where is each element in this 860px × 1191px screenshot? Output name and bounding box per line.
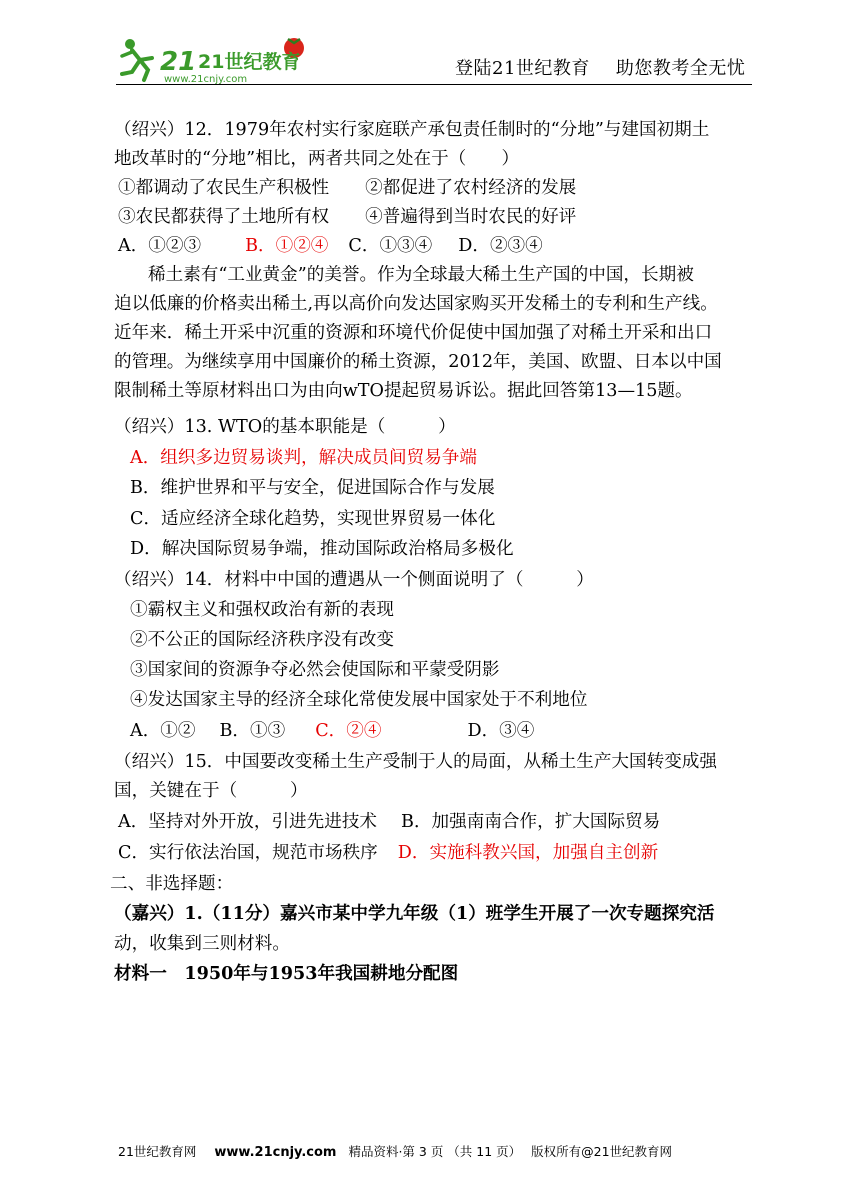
q12-option-1: ①都调动了农民生产积极性: [118, 178, 330, 198]
material-line2: 迫以低廉的价格卖出稀土,再以高价向发达国家购买开发稀土的专利和生产线。: [114, 294, 718, 314]
section2-q1-line1: （嘉兴）1.（11分）嘉兴市某中学九年级（1）班学生开展了一次专题探究活: [114, 903, 715, 924]
material1-title: 材料一 1950年与1953年我国耕地分配图: [114, 963, 459, 984]
q13-choice-d: D．解决国际贸易争端，推动国际政治格局多极化: [130, 539, 514, 559]
footer-page-info: 精品资料·第 3 页 （共 11 页）: [348, 1144, 522, 1159]
q15-choice-a: A．坚持对外开放，引进先进技术: [118, 812, 378, 832]
q12-options-row2: [118, 205, 576, 229]
q12-option-4: ④普遍得到当时农民的好评: [365, 207, 577, 227]
q14-choice-a: A．①②: [130, 721, 196, 741]
q15-choice-d-answer: D．实施科教兴国，加强自主创新: [397, 843, 659, 863]
slogan-login: 登陆21世纪教育: [455, 58, 590, 79]
svg-text:21世纪教育: 21世纪教育: [198, 51, 301, 73]
header-divider: [116, 84, 752, 85]
header-slogan: [455, 54, 745, 80]
section2-q1-line2: 动，收集到三则材料。: [114, 934, 290, 954]
q14-option-4: ④发达国家主导的经济全球化常使发展中国家处于不利地位: [130, 690, 588, 710]
footer: [118, 1142, 672, 1160]
q15-stem-line2: 国，关键在于（ ）: [114, 781, 308, 801]
footer-site-link[interactable]: www.21cnjy.com: [214, 1145, 337, 1160]
material-line5: 限制稀土等原材料出口为由向wTO提起贸易诉讼。据此回答第13—15题。: [114, 381, 693, 401]
q15-choices-row2: [118, 841, 658, 865]
svg-text:21: 21: [160, 47, 197, 77]
q12-choice-b-answer: B．①②④: [245, 236, 329, 256]
q15-stem-line1: （绍兴）15．中国要改变稀土生产受制于人的局面，从稀土生产大国转变成强: [114, 752, 717, 772]
q12-choice-a: A．①②③: [118, 236, 202, 256]
footer-copyright: 版权所有@21世纪教育网: [531, 1144, 673, 1159]
q12-stem-line2: 地改革时的“分地”相比，两者共同之处在于（ ）: [114, 149, 520, 169]
footer-left: 21世纪教育网: [118, 1144, 197, 1159]
q12-choices: [118, 234, 543, 258]
q14-stem: （绍兴）14．材料中中国的遭遇从一个侧面说明了（ ）: [114, 570, 594, 590]
q14-option-1: ①霸权主义和强权政治有新的表现: [130, 600, 394, 620]
q12-stem-line1: （绍兴）12．1979年农村实行家庭联产承包责任制时的“分地”与建国初期土: [114, 120, 710, 140]
q14-choice-c-answer: C．②④: [315, 721, 382, 741]
q13-choice-b: B．维护世界和平与安全，促进国际合作与发展: [130, 478, 495, 498]
logo: [118, 34, 314, 84]
section2-title: 二、非选择题：: [110, 874, 234, 894]
logo-runner-icon: [118, 34, 314, 84]
q14-choices: [130, 719, 534, 743]
q14-choice-d: D．③④: [467, 721, 535, 741]
svg-text:www.21cnjy.com: www.21cnjy.com: [164, 74, 248, 84]
material-line3: 近年来．稀土开采中沉重的资源和环境代价促使中国加强了对稀土开采和出口: [114, 323, 713, 343]
q12-options-row1: [118, 176, 576, 200]
q12-option-2: ②都促进了农村经济的发展: [365, 178, 577, 198]
material-line1: 稀土素有“工业黄金”的美誉。作为全球最大稀土生产国的中国，长期被: [148, 265, 694, 285]
q15-choices-row1: [118, 810, 660, 834]
q12-choice-d: D．②③④: [458, 236, 543, 256]
q12-choice-c: C．①③④: [348, 236, 433, 256]
q15-choice-c: C．实行依法治国，规范市场秩序: [118, 843, 378, 863]
q12-option-3: ③农民都获得了土地所有权: [118, 207, 330, 227]
q14-option-3: ③国家间的资源争夺必然会使国际和平蒙受阴影: [130, 660, 500, 680]
material-line4: 的管理。为继续享用中国廉价的稀土资源，2012年，美国、欧盟、日本以中国: [114, 352, 722, 372]
slogan-help: 助您教考全无忧: [615, 58, 746, 79]
q14-choice-b: B．①③: [219, 721, 286, 741]
q13-choice-c: C．适应经济全球化趋势，实现世界贸易一体化: [130, 509, 496, 529]
q15-choice-b: B．加强南南合作，扩大国际贸易: [401, 812, 661, 832]
q13-stem: （绍兴）13. WTO的基本职能是（ ）: [114, 417, 456, 437]
q14-option-2: ②不公正的国际经济秩序没有改变: [130, 630, 394, 650]
q13-choice-a-answer: A．组织多边贸易谈判，解决成员间贸易争端: [130, 448, 477, 468]
